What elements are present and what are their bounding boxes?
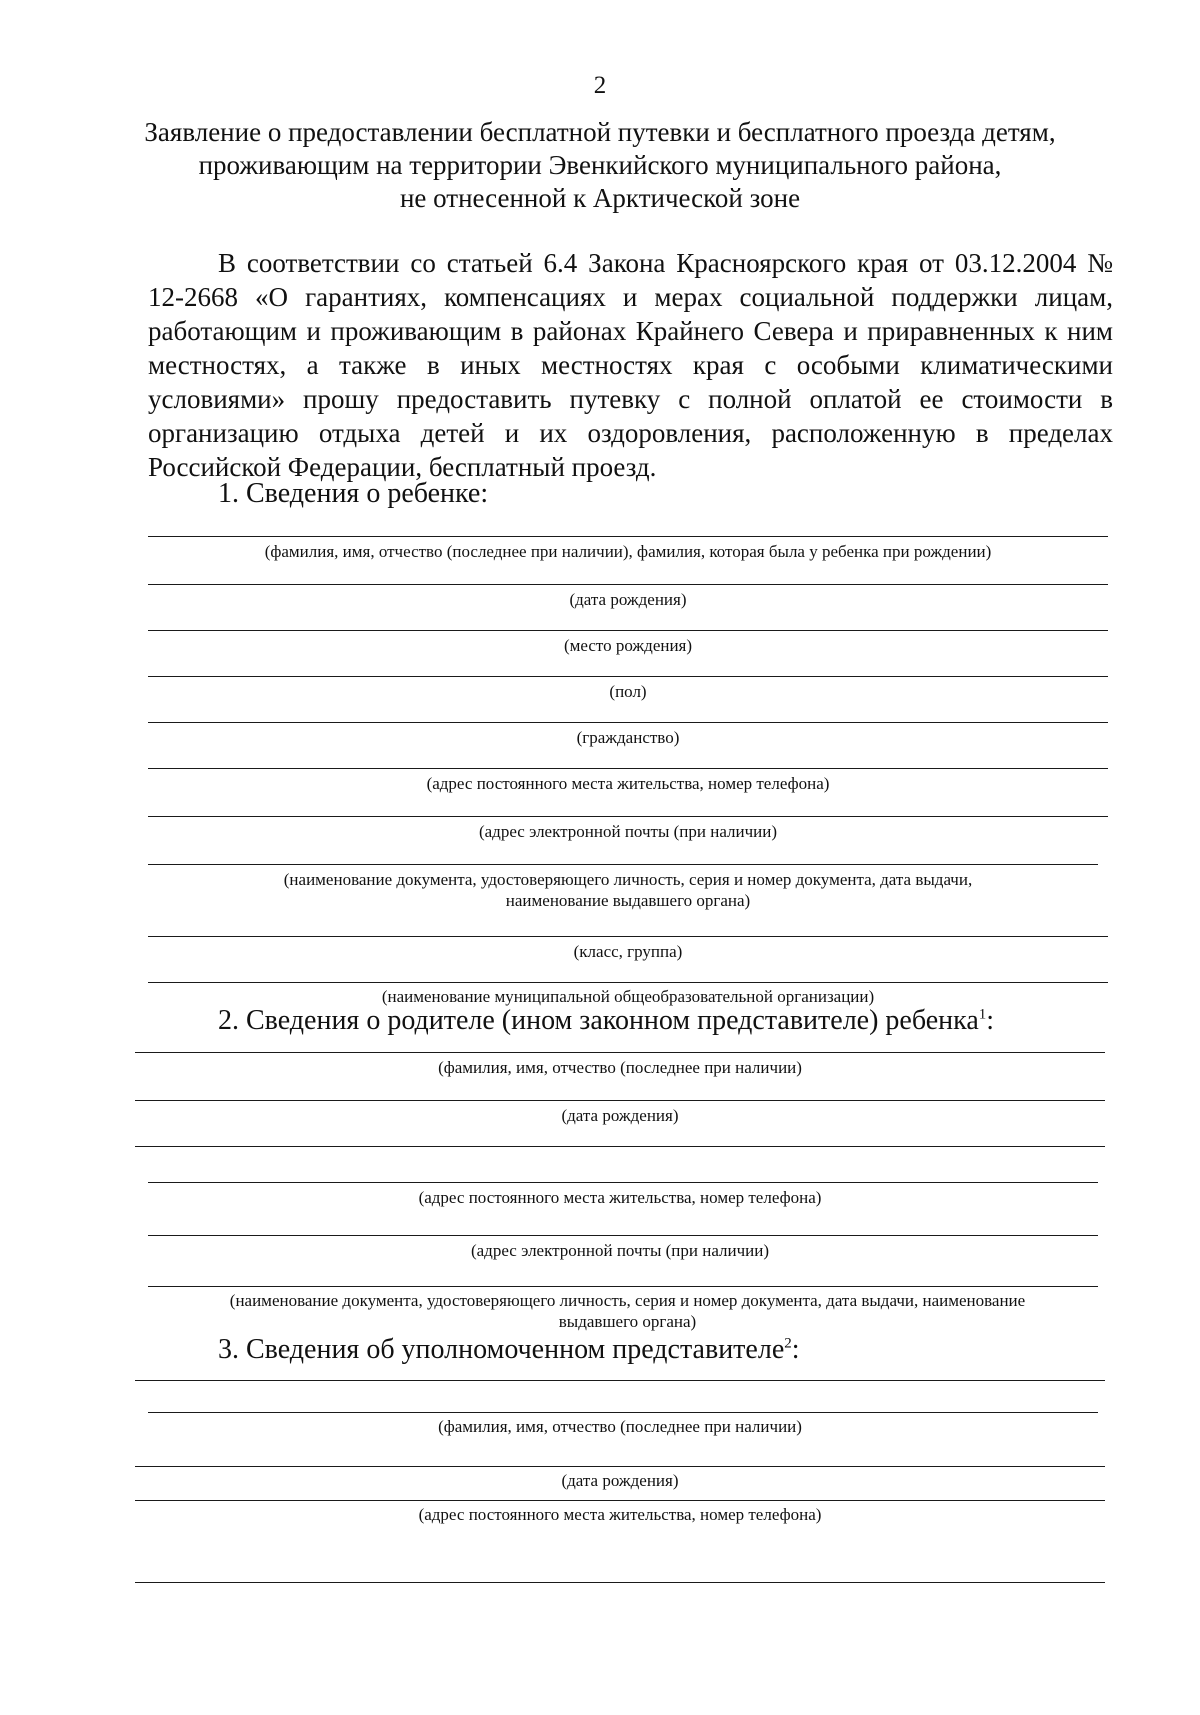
field-caption: (пол) xyxy=(609,682,647,701)
page-number: 2 xyxy=(593,72,607,99)
intro-paragraph: В соответствии со статьей 6.4 Закона Красноярского края от 03.12.2004 № 12-2668 «О гарантиях, компенсациях и мерах социальной поддержки лицам, работающим и проживающим в районах Крайнего Севера и приравненных к ним местностях, а также в иных местностях края с особыми климатическими условиями» прошу предоставить путевку с полной оплатой ее стоимости в организацию отдыха детей и их оздоровления, расположенную в пределах Российской Федерации, бесплатный проезд. xyxy=(148,248,1113,482)
field-line xyxy=(148,768,1108,769)
field-line xyxy=(148,676,1108,677)
heading-colon: : xyxy=(986,1005,995,1036)
section2-heading-text: 2. Сведения о родителе (ином законном представителе) ребенка xyxy=(218,1005,979,1036)
field-line xyxy=(148,630,1108,631)
field-caption: (адрес постоянного места жительства, номер телефона) xyxy=(426,774,830,793)
footnote-marker: 2 xyxy=(784,1335,792,1352)
heading-colon: : xyxy=(791,1334,800,1365)
field-caption: (гражданство) xyxy=(576,728,680,747)
field-line xyxy=(148,722,1108,723)
document-title xyxy=(100,116,1100,215)
field-caption xyxy=(135,1290,1120,1332)
field-line xyxy=(148,864,1098,865)
field-line xyxy=(135,1466,1105,1467)
field-caption: (дата рождения) xyxy=(569,590,687,609)
caption-line: наименование выдавшего органа) xyxy=(505,891,751,910)
field-caption: (адрес электронной почты (при наличии) xyxy=(478,822,778,841)
section2-heading xyxy=(218,1005,994,1037)
field-caption: (класс, группа) xyxy=(573,942,683,961)
field-line xyxy=(148,584,1108,585)
field-caption: (адрес электронной почты (при наличии) xyxy=(470,1241,770,1260)
field-line xyxy=(148,1182,1098,1183)
field-caption: (фамилия, имя, отчество (последнее при наличии) xyxy=(438,1417,802,1436)
field-caption: (адрес постоянного места жительства, номер телефона) xyxy=(418,1188,822,1207)
field-caption: (адрес постоянного места жительства, номер телефона) xyxy=(418,1505,822,1524)
title-line: Заявление о предоставлении бесплатной путевки и бесплатного проезда детям, xyxy=(144,117,1056,147)
field-line xyxy=(135,1500,1105,1501)
title-line: не отнесенной к Арктической зоне xyxy=(399,183,801,213)
field-line xyxy=(148,1286,1098,1287)
field-line xyxy=(135,1052,1105,1053)
field-caption: (фамилия, имя, отчество (последнее при наличии), фамилия, которая была у ребенка при рождении) xyxy=(264,542,992,561)
field-caption: (дата рождения) xyxy=(561,1106,679,1125)
field-caption: (дата рождения) xyxy=(561,1471,679,1490)
field-line xyxy=(135,1582,1105,1583)
field-line xyxy=(135,1100,1105,1101)
caption-line: выдавшего органа) xyxy=(558,1312,697,1331)
caption-line: (наименование документа, удостоверяющего личность, серия и номер документа, дата выдачи, xyxy=(283,870,973,889)
field-line xyxy=(148,982,1108,983)
title-line: проживающим на территории Эвенкийского муниципального района, xyxy=(198,150,1002,180)
section3-heading xyxy=(218,1334,800,1366)
field-line xyxy=(148,1235,1098,1236)
field-line xyxy=(148,816,1108,817)
section1-heading: 1. Сведения о ребенке: xyxy=(218,478,489,509)
field-line xyxy=(148,936,1108,937)
footnote-marker: 1 xyxy=(978,1006,987,1023)
field-caption xyxy=(148,869,1108,911)
field-caption: (место рождения) xyxy=(563,636,693,655)
field-caption: (фамилия, имя, отчество (последнее при наличии) xyxy=(438,1058,802,1077)
field-line xyxy=(148,536,1108,537)
section3-heading-text: 3. Сведения об уполномоченном представителе xyxy=(218,1334,785,1365)
field-caption: (наименование муниципальной общеобразовательной организации) xyxy=(381,987,875,1006)
field-line xyxy=(148,1412,1098,1413)
field-line xyxy=(135,1146,1105,1147)
field-line xyxy=(135,1380,1105,1381)
caption-line: (наименование документа, удостоверяющего личность, серия и номер документа, дата выдачи, наименование xyxy=(229,1291,1026,1310)
